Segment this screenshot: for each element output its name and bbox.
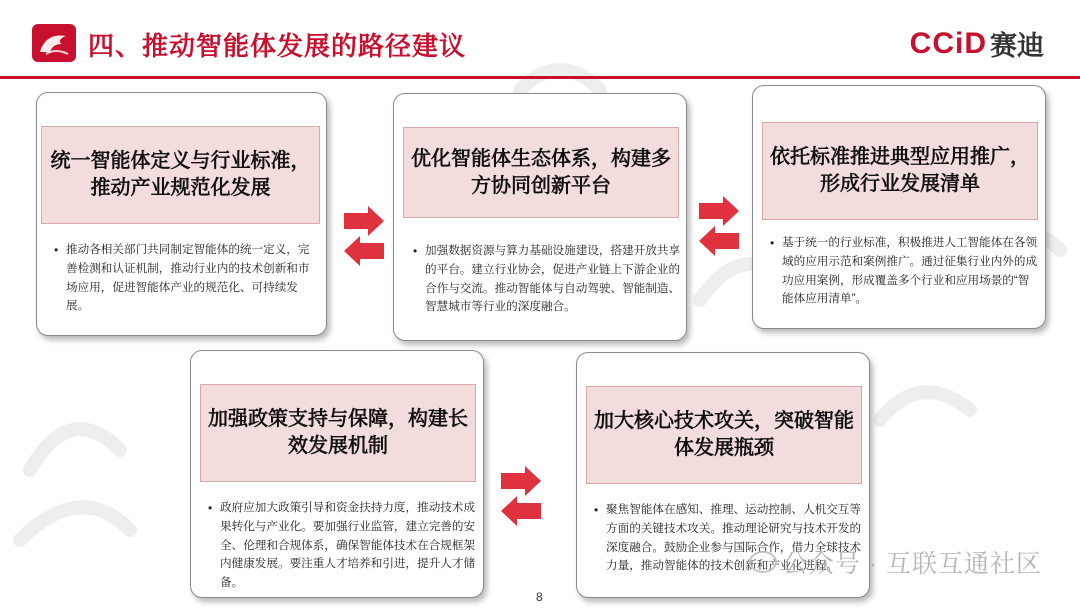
card-body: • 政府应加大政策引导和资金扶持力度，推动技术成果转化与产业化。要加强行业监管，建立完善的安全、伦理和合规体系，确保智能体技术在合规框架内健康发展。要注重人才培养和引进，提升人才储备。	[208, 499, 478, 593]
card-title: 优化智能体生态体系，构建多方协同创新平台	[403, 127, 679, 218]
card-body: • 聚焦智能体在感知、推理、运动控制、人机交互等方面的关键技术攻关。推动理论研究与技术开发的深度融合。鼓励企业参与国际合作，借力全球技术力量，推动智能体的技术创新和产业化进程。	[594, 501, 864, 576]
card-title: 统一智能体定义与行业标准，推动产业规范化发展	[41, 126, 320, 224]
exchange-arrows-icon	[697, 195, 741, 257]
card-body: • 加强数据资源与算力基础设施建设，搭建开放共享的平台。建立行业协会，促进产业链上下游企业的合作与交流。推动智能体与自动驾驶、智能制造、智慧城市等行业的深度融合。	[413, 242, 683, 317]
card-body: • 基于统一的行业标准，积极推进人工智能体在各领域的应用示范和案例推广。通过征集行业内外的成功应用案例，形成覆盖多个行业和应用场景的“智能体应用清单”。	[770, 234, 1040, 309]
header-divider	[0, 76, 1080, 79]
wechat-icon	[749, 551, 777, 573]
recommendation-card-standards	[36, 92, 327, 336]
exchange-arrows-icon	[342, 205, 386, 267]
card-body: • 推动各相关部门共同制定智能体的统一定义，完善检测和认证机制，推动行业内的技术创新和市场应用，促进智能体产业的规范化、可持续发展。	[54, 241, 316, 316]
watermark-label: 公众号 · 互联互通社区	[782, 550, 1042, 578]
brand-chinese: 赛迪	[990, 31, 1044, 61]
page-title: 四、推动智能体发展的路径建议	[88, 31, 467, 61]
brand-latin: CCiD	[909, 26, 987, 60]
dragon-logo-icon	[32, 24, 76, 62]
brand-logo	[910, 24, 1044, 63]
card-title: 加大核心技术攻关，突破智能体发展瓶颈	[586, 386, 862, 484]
recommendation-card-policy	[190, 350, 484, 598]
card-title: 加强政策支持与保障，构建长效发展机制	[200, 384, 476, 482]
recommendation-card-ecosystem	[393, 93, 687, 341]
page-number: 8	[536, 590, 543, 604]
exchange-arrows-icon	[499, 465, 543, 527]
wechat-watermark	[749, 544, 1042, 580]
card-title: 依托标准推进典型应用推广，形成行业发展清单	[762, 122, 1038, 220]
slide-header	[0, 0, 1080, 80]
recommendation-card-application	[752, 85, 1046, 329]
